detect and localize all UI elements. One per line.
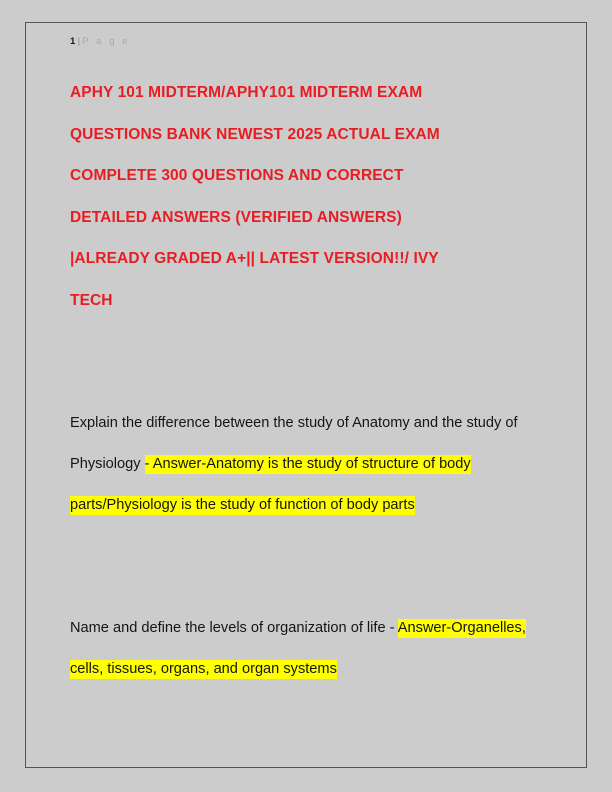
answer-text-2: Answer-Organelles, cells, tissues, organs, and organ systems	[70, 620, 526, 677]
running-header	[70, 35, 532, 49]
title-line-6: TECH	[70, 291, 113, 309]
header-page-label: P a g e	[82, 36, 131, 47]
header-separator: |	[77, 36, 81, 47]
title-body-spacer	[70, 321, 532, 403]
answer-text-1: - Answer-Anatomy is the study of structure of body parts/Physiology is the study of function of body parts	[70, 456, 471, 513]
qa-block-spacer	[70, 526, 532, 608]
title-line-4: DETAILED ANSWERS (VERIFIED ANSWERS)	[70, 208, 402, 226]
document-page	[25, 22, 587, 768]
question-text-1: Explain the difference between the study of Anatomy and the study of Physiology	[70, 415, 518, 472]
document-title	[70, 72, 522, 321]
title-line-5: |ALREADY GRADED A+|| LATEST VERSION!!/ IVY	[70, 250, 439, 267]
page-content-area	[70, 33, 532, 690]
question-text-2: Name and define the levels of organization of life -	[70, 620, 398, 636]
qa-block-2	[70, 608, 532, 690]
title-line-3: COMPLETE 300 QUESTIONS AND CORRECT	[70, 167, 404, 184]
title-line-2: QUESTIONS BANK NEWEST 2025 ACTUAL EXAM	[70, 125, 440, 143]
qa-block-1	[70, 403, 532, 526]
title-line-1: APHY 101 MIDTERM/APHY101 MIDTERM EXAM	[70, 84, 423, 101]
page-number: 1	[70, 36, 76, 47]
